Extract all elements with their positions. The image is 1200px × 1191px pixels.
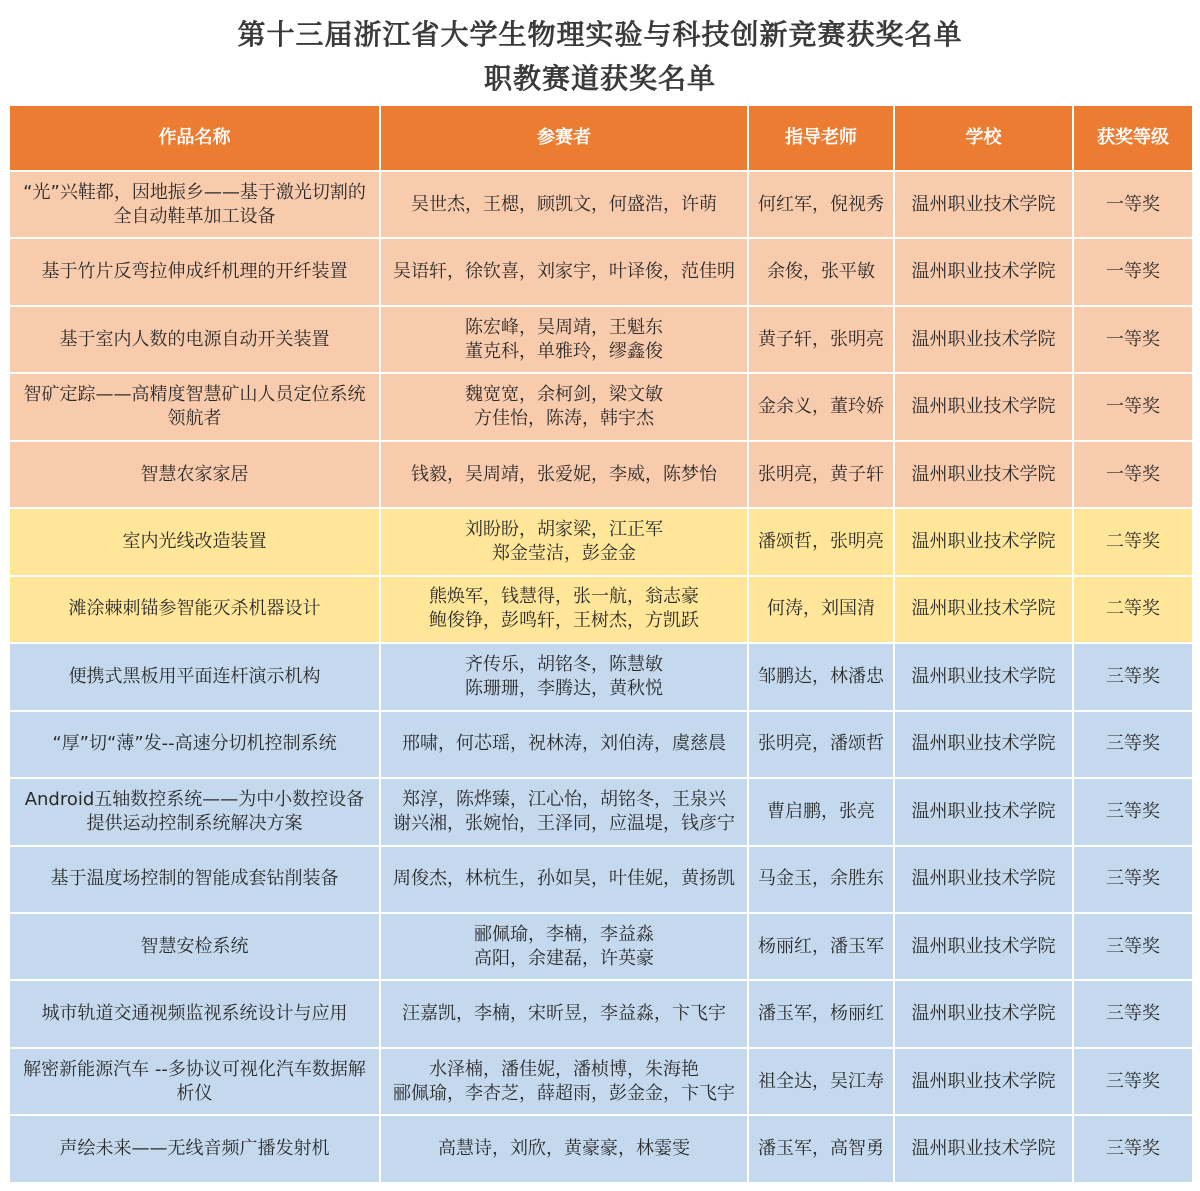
school: 温州职业技术学院: [894, 306, 1073, 373]
table-row: [9, 1115, 1193, 1183]
award-level: 一等奖: [1073, 171, 1193, 238]
school: 温州职业技术学院: [894, 846, 1073, 913]
work-title: 智慧安检系统: [9, 913, 380, 980]
work-title: Android五轴数控系统——为中小数控设备提供运动控制系统解决方案: [9, 778, 380, 845]
award-level: 一等奖: [1073, 238, 1193, 305]
advisors: 潘玉军，杨丽红: [748, 980, 894, 1047]
participants: 邢啸，何芯瑶，祝林涛，刘伯涛，虞慈晨: [380, 711, 748, 778]
header-row: [9, 105, 1193, 171]
work-title: 基于温度场控制的智能成套钻削装备: [9, 846, 380, 913]
award-level: 三等奖: [1073, 913, 1193, 980]
work-title: 便携式黑板用平面连杆演示机构: [9, 643, 380, 710]
award-level: 三等奖: [1073, 846, 1193, 913]
work-title: 城市轨道交通视频监视系统设计与应用: [9, 980, 380, 1047]
advisors: 潘玉军，高智勇: [748, 1115, 894, 1183]
participants: 刘盼盼，胡家梁，江正军 郑金莹洁，彭金金: [380, 508, 748, 575]
participants: 魏宽宽，余柯剑，梁文敏 方佳怡，陈涛，韩宇杰: [380, 373, 748, 440]
school: 温州职业技术学院: [894, 711, 1073, 778]
award-level: 二等奖: [1073, 508, 1193, 575]
work-title: 滩涂棘刺锚参智能灭杀机器设计: [9, 576, 380, 643]
table-row: [9, 913, 1193, 980]
table-row: [9, 441, 1193, 508]
advisors: 张明亮，潘颂哲: [748, 711, 894, 778]
award-level: 三等奖: [1073, 980, 1193, 1047]
work-title: 基于室内人数的电源自动开关装置: [9, 306, 380, 373]
school: 温州职业技术学院: [894, 778, 1073, 845]
header-advisors: 指导老师: [748, 105, 894, 171]
school: 温州职业技术学院: [894, 1048, 1073, 1115]
work-title: 智慧农家家居: [9, 441, 380, 508]
school: 温州职业技术学院: [894, 576, 1073, 643]
school: 温州职业技术学院: [894, 508, 1073, 575]
table-row: [9, 643, 1193, 710]
participants: 吴世杰，王楒，顾凯文，何盛浩，许萌: [380, 171, 748, 238]
participants: 齐传乐，胡铭冬，陈慧敏 陈珊珊，李腾达，黄秋悦: [380, 643, 748, 710]
award-level: 三等奖: [1073, 778, 1193, 845]
award-level: 一等奖: [1073, 306, 1193, 373]
table-row: [9, 238, 1193, 305]
award-level: 三等奖: [1073, 1115, 1193, 1183]
work-title: 声绘未来——无线音频广播发射机: [9, 1115, 380, 1183]
award-table: [8, 104, 1194, 1184]
school: 温州职业技术学院: [894, 980, 1073, 1047]
participants: 熊焕军，钱慧得，张一航，翁志豪 鲍俊铮，彭鸣轩，王树杰，方凯跃: [380, 576, 748, 643]
school: 温州职业技术学院: [894, 373, 1073, 440]
award-level: 一等奖: [1073, 441, 1193, 508]
header-level: 获奖等级: [1073, 105, 1193, 171]
table-row: [9, 171, 1193, 238]
table-row: [9, 373, 1193, 440]
school: 温州职业技术学院: [894, 1115, 1073, 1183]
advisors: 邹鹏达，林潘忠: [748, 643, 894, 710]
school: 温州职业技术学院: [894, 643, 1073, 710]
participants: 高慧诗，刘欣，黄豪豪，林霎雯: [380, 1115, 748, 1183]
advisors: 马金玉，余胜东: [748, 846, 894, 913]
header-participants: 参赛者: [380, 105, 748, 171]
advisors: 曹启鹏，张亮: [748, 778, 894, 845]
school: 温州职业技术学院: [894, 238, 1073, 305]
advisors: 祖全达，吴江寿: [748, 1048, 894, 1115]
page-subtitle: 职教赛道获奖名单: [483, 62, 716, 95]
award-level: 三等奖: [1073, 711, 1193, 778]
table-row: [9, 778, 1193, 845]
participants: 钱毅，吴周靖，张爱妮，李威，陈梦怡: [380, 441, 748, 508]
participants: 周俊杰，林杭生，孙如昊，叶佳妮，黄扬凯: [380, 846, 748, 913]
advisors: 何红军，倪视秀: [748, 171, 894, 238]
table-row: [9, 1048, 1193, 1115]
award-level: 三等奖: [1073, 1048, 1193, 1115]
table-row: [9, 576, 1193, 643]
page-title: 第十三届浙江省大学生物理实验与科技创新竞赛获奖名单: [237, 18, 963, 51]
school: 温州职业技术学院: [894, 913, 1073, 980]
header-school: 学校: [894, 105, 1073, 171]
advisors: 金余义，董玲娇: [748, 373, 894, 440]
table-row: [9, 306, 1193, 373]
table-row: [9, 711, 1193, 778]
work-title: 解密新能源汽车 --多协议可视化汽车数据解析仪: [9, 1048, 380, 1115]
advisors: 张明亮，黄子轩: [748, 441, 894, 508]
work-title: “光”兴鞋都，因地振乡——基于激光切割的全自动鞋革加工设备: [9, 171, 380, 238]
advisors: 何涛，刘国清: [748, 576, 894, 643]
award-level: 一等奖: [1073, 373, 1193, 440]
advisors: 黄子轩，张明亮: [748, 306, 894, 373]
school: 温州职业技术学院: [894, 441, 1073, 508]
participants: 郦佩瑜，李楠，李益淼 高阳，余建磊，许英豪: [380, 913, 748, 980]
header-work: 作品名称: [9, 105, 380, 171]
participants: 郑淳，陈烨臻，江心怡，胡铭冬，王泉兴 谢兴湘，张婉怡，王泽同，应温堤，钱彦宁: [380, 778, 748, 845]
work-title: 基于竹片反弯拉伸成纤机理的开纤装置: [9, 238, 380, 305]
table-row: [9, 846, 1193, 913]
advisors: 潘颂哲，张明亮: [748, 508, 894, 575]
participants: 陈宏峰，吴周靖，王魁东 董克科，单雅玲，缪鑫俊: [380, 306, 748, 373]
award-level: 三等奖: [1073, 643, 1193, 710]
participants: 汪嘉凯，李楠，宋昕昱，李益淼，卞飞宇: [380, 980, 748, 1047]
award-level: 二等奖: [1073, 576, 1193, 643]
work-title: “厚”切“薄”发--高速分切机控制系统: [9, 711, 380, 778]
work-title: 智矿定踪——高精度智慧矿山人员定位系统领航者: [9, 373, 380, 440]
advisors: 余俊，张平敏: [748, 238, 894, 305]
table-row: [9, 508, 1193, 575]
advisors: 杨丽红，潘玉军: [748, 913, 894, 980]
work-title: 室内光线改造装置: [9, 508, 380, 575]
school: 温州职业技术学院: [894, 171, 1073, 238]
participants: 吴语轩，徐钦喜，刘家宇，叶译俊，范佳明: [380, 238, 748, 305]
table-row: [9, 980, 1193, 1047]
participants: 水泽楠，潘佳妮，潘桢博，朱海艳 郦佩瑜，李杏芝，薛超雨，彭金金，卞飞宇: [380, 1048, 748, 1115]
